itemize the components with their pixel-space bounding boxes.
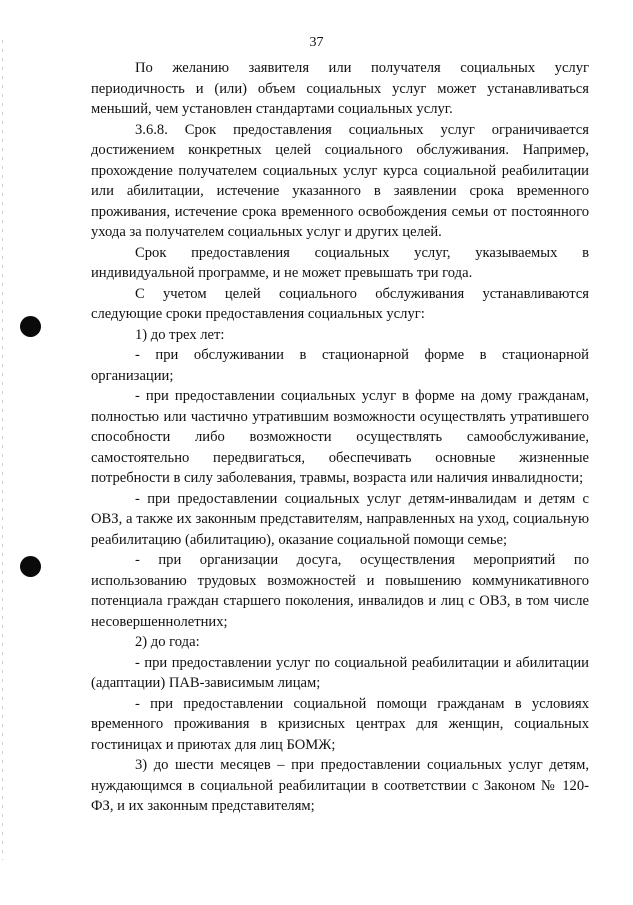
punch-hole-bottom (20, 556, 41, 577)
list-heading-one-year: 2) до года: (135, 634, 200, 650)
list-item-rehabilitation: - при предоставлении услуг по социальной реабилитации и абилитации (адаптации) ПАВ-зависимым лицам; (91, 654, 589, 691)
page-number: 37 (309, 35, 324, 50)
list-heading-six-months: 3) до шести месяцев – при предоставлении социальных услуг детям, нуждающимся в социальной реабилитации в соответствии с Законом № 120-ФЗ, и их законным представителям; (91, 757, 589, 814)
paragraph-term-max: Срок предоставления социальных услуг, указываемых в индивидуальной программе, и не может превышать три года. (91, 244, 589, 281)
scan-edge-artifact (2, 40, 3, 860)
list-heading-three-years: 1) до трех лет: (135, 326, 225, 343)
list-item-disabled-children: - при предоставлении социальных услуг детям-инвалидам и детям с ОВЗ, а также их законным представителям, направленных на уход, социальную реабилитацию (абилитацию), оказание социальной помощи семье; (91, 490, 589, 548)
punch-hole-top (20, 316, 41, 337)
paragraph-term-limited: 3.6.8. Срок предоставления социальных услуг ограничивается достижением конкретных целей социального обслуживания. Например, прохождение получателем социальных услуг курса социальной реабилитации или абилитации, истечение указанного в заявлении срока временного проживания, истечение срока временного освобождения семьи от постоянного ухода за получателем социальных услуг и других целей. (91, 121, 589, 240)
document-body (91, 58, 589, 817)
list-item-leisure: - при организации досуга, осуществления мероприятий по использованию трудовых возможностей и повышению коммуникативного потенциала граждан старшего поколения, инвалидов и лиц с ОВЗ, в том числе несовершеннолетних; (91, 552, 589, 630)
paragraph-reduced-volume: По желанию заявителя или получателя социальных услуг периодичность и (или) объем социальных услуг может устанавливаться меньший, чем установлен стандартами социальных услуг. (91, 60, 589, 117)
list-item-home-services: - при предоставлении социальных услуг в форме на дому гражданам, полностью или частично утратившим возможности осуществлять утратившего способности либо возможности осуществлять самообслуживание, самостоятельно передвигаться, обеспечивать основные жизненные потребности в силу заболевания, травмы, возраста или наличия инвалидности; (91, 388, 589, 486)
list-item-crisis-centers: - при предоставлении социальной помощи гражданам в условиях временного проживания в кризисных центрах для женщин, социальных гостиницах и приютах для лиц БОМЖ; (91, 695, 589, 753)
paragraph-terms-intro: С учетом целей социального обслуживания устанавливаются следующие сроки предоставления социальных услуг: (91, 285, 589, 322)
list-item-stationary: - при обслуживании в стационарной форме в стационарной организации; (91, 347, 589, 384)
